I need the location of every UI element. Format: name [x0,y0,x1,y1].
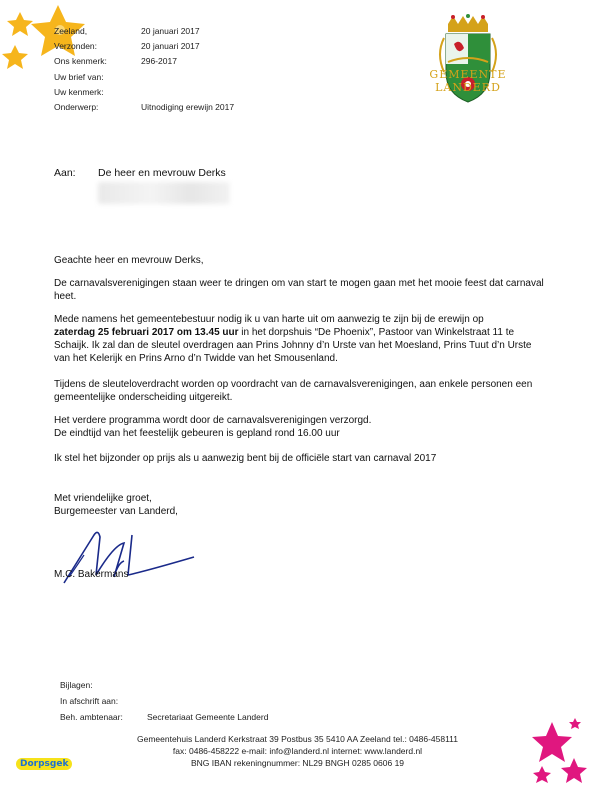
meta-value: 296-2017 [141,56,177,66]
meta-value: 20 januari 2017 [141,41,200,51]
official-label: Beh. ambtenaar: [60,712,123,722]
footer-address: Gemeentehuis Landerd Kerkstraat 39 Postbus 35 5410 AA Zeeland tel.: 0486-458111 [136,734,459,744]
footer-bank: BNG IBAN rekeningnummer: NL29 BNGH 0285 0606 19 [190,758,405,768]
paragraph-5: Ik stel het bijzonder op prijs als u aanwezig bent bij de officiële start van carnaval 2017 [54,453,437,464]
closing-title: Burgemeester van Landerd, [54,506,178,517]
logo-text: GEMEENTE LANDERD [429,68,507,94]
watermark-logo: Dorpsgek [16,758,72,770]
meta-label: Uw brief van: [54,72,104,82]
star-icon [532,722,572,762]
event-date: zaterdag 25 februari 2017 om 13.45 uur [54,327,239,338]
address-label: Aan: [54,167,76,179]
closing-greeting: Met vriendelijke groet, [54,493,152,504]
meta-value: Uitnodiging erewijn 2017 [141,102,235,112]
meta-label: Onderwerp: [54,102,99,112]
star-decoration-bottom-right [520,710,595,794]
crest-icon [398,14,538,114]
address-name: De heer en mevrouw Derks [98,167,226,179]
paragraph-2-intro: Mede namens het gemeentebestuur nodig ik u van harte uit om aanwezig te zijn bij de erewijn op [54,314,484,325]
star-icon [569,718,581,729]
paragraph-4-b: De eindtijd van het feestelijk gebeuren is gepland rond 16.00 uur [54,428,340,439]
paragraph-2 [54,313,549,365]
paragraph-4-a: Het verdere programma wordt door de carnavalsverenigingen verzorgd. [54,415,372,426]
attachments-label: Bijlagen: [60,680,93,690]
municipality-logo [398,14,538,114]
star-icon [2,45,28,69]
paragraph-3: Tijdens de sleuteloverdracht worden op voordracht van de carnavalsverenigingen, aan enkele personen een gemeentelijke onderscheiding uitgereikt. [54,379,533,403]
redacted-address [98,182,230,204]
meta-value: 20 januari 2017 [141,26,200,36]
meta-label: Zeeland, [54,26,88,36]
meta-label: Uw kenmerk: [54,87,104,97]
copy-to-label: In afschrift aan: [60,696,119,706]
star-icon [7,12,33,36]
paragraph-4 [54,414,549,440]
meta-label: Verzonden: [54,41,98,51]
official-value: Secretariaat Gemeente Landerd [147,712,269,722]
paragraph-2-body: in het dorpshuis “De Phoenix”, Pastoor van Winkelstraat 11 te Schaijk. Ik zal dan de sleutel overdragen aan Prins Johnny d’n Urste van het Moesland, Prins Tuut d’n Urste van het Kelerijk en Prins Arno d’n Twidde van het Smousenland. [54,327,532,364]
meta-label: Ons kenmerk: [54,56,107,66]
signer-name: M.C. Bakermans [54,569,129,580]
paragraph-1: De carnavalsverenigingen staan weer te dringen om van start te mogen gaan met het mooie feest dat carnaval heet. [54,278,544,302]
footer-contact: fax: 0486-458222 e-mail: info@landerd.nl internet: www.landerd.nl [172,746,423,756]
salutation: Geachte heer en mevrouw Derks, [54,255,204,266]
star-icon [533,766,551,783]
